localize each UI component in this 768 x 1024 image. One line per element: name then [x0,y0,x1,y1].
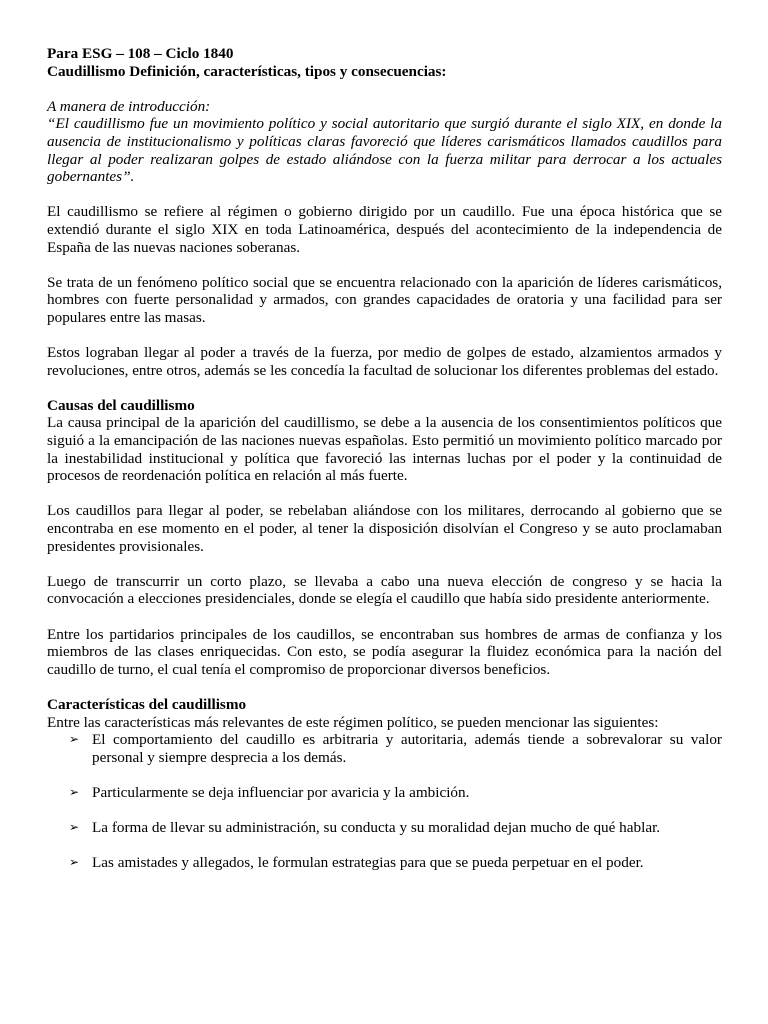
intro-quote: “El caudillismo fue un movimiento político y social autoritario que surgió durante el siglo XIX, en donde la ausencia de institucionalismo y políticas claras favoreció que líderes carismáticos llamados caudillos para llegar al poder realizaran golpes de estado aliándose con la fuerza militar para derrocar a los actuales gobernantes”. [47,115,722,186]
paragraph-power: Estos lograban llegar al poder a través de la fuerza, por medio de golpes de estado, alzamientos armados y revoluciones, entre otros, además se les concedía la facultad de solucionar los diferentes problemas del estado. [47,344,722,379]
causes-paragraph: La causa principal de la aparición del caudillismo, se debe a la ausencia de los consentimientos políticos que siguió a la emancipación de las naciones nuevas españolas. Esto permitió un movimiento político marcado por la inestabilidad institucional y política que favoreció las internas luchas por el poder y la continuidad de procesos de reordenación política en relación al más fuerte. [47,414,722,485]
spacer [47,485,722,503]
spacer [47,327,722,345]
list-item-text: Las amistades y allegados, le formulan estrategias para que se pueda perpetuar en el poder. [92,854,644,872]
header-course-line: Para ESG – 108 – Ciclo 1840 [47,45,234,62]
list-item-text: El comportamiento del caudillo es arbitraria y autoritaria, además tiende a sobrevalorar su valor personal y siempre desprecia a los demás. [92,731,722,766]
list-item [47,784,722,802]
document-title: Caudillismo Definición, características, tipos y consecuencias: [47,62,447,80]
causes-paragraph: Luego de transcurrir un corto plazo, se llevaba a cabo una nueva elección de congreso y se hacia la convocación a elecciones presidenciales, donde se elegía el caudillo que había sido presidente anteriormente. [47,572,722,608]
arrow-bullet-icon: ➢ [69,784,80,799]
characteristics-intro: Entre las características más relevantes de este régimen político, se pueden mencionar las siguientes: [47,713,659,731]
list-item [47,854,722,872]
characteristics-list [47,731,722,872]
list-item [47,731,722,766]
list-item [47,819,722,837]
arrow-bullet-icon: ➢ [69,855,80,870]
causes-paragraph: Los caudillos para llegar al poder, se rebelaban aliándose con los militares, derrocando al gobierno que se encontraba en ese momento en el poder, al tener la disposición disolvían el Congreso y se auto proclamaban presidentes provisionales. [47,502,722,555]
spacer [47,678,722,696]
spacer [47,186,722,204]
causes-heading: Causas del caudillismo [47,396,195,414]
causes-paragraph: Entre los partidarios principales de los caudillos, se encontraban sus hombres de armas de confianza y los miembros de las clases enriquecidas. Con esto, se podía asegurar la fluidez económica para la nación del caudillo de turno, el cual tenía el compromiso de proporcionar diversos beneficios. [47,625,722,678]
paragraph-definition: El caudillismo se refiere al régimen o gobierno dirigido por un caudillo. Fue una época histórica que se extendió durante el siglo XIX en toda Latinoamérica, después del acontecimiento de la independencia de España de las nuevas naciones soberanas. [47,203,722,256]
spacer [47,555,722,573]
intro-label: A manera de introducción: [47,97,211,115]
paragraph-phenomenon: Se trata de un fenómeno político social que se encuentra relacionado con la aparición de líderes carismáticos, hombres con fuerte personalidad y armados, con grandes capacidades de oratoria y una facilidad para ser populares entre las masas. [47,273,722,326]
spacer [47,80,722,98]
list-item-text: Particularmente se deja influenciar por avaricia y la ambición. [92,783,470,801]
spacer [47,608,722,626]
spacer [47,379,722,397]
spacer [47,256,722,274]
arrow-bullet-icon: ➢ [69,732,80,747]
list-item-text: La forma de llevar su administración, su conducta y su moralidad dejan mucho de qué hablar. [92,819,661,837]
characteristics-heading: Características del caudillismo [47,695,247,713]
document-page [47,45,722,872]
arrow-bullet-icon: ➢ [69,820,80,835]
